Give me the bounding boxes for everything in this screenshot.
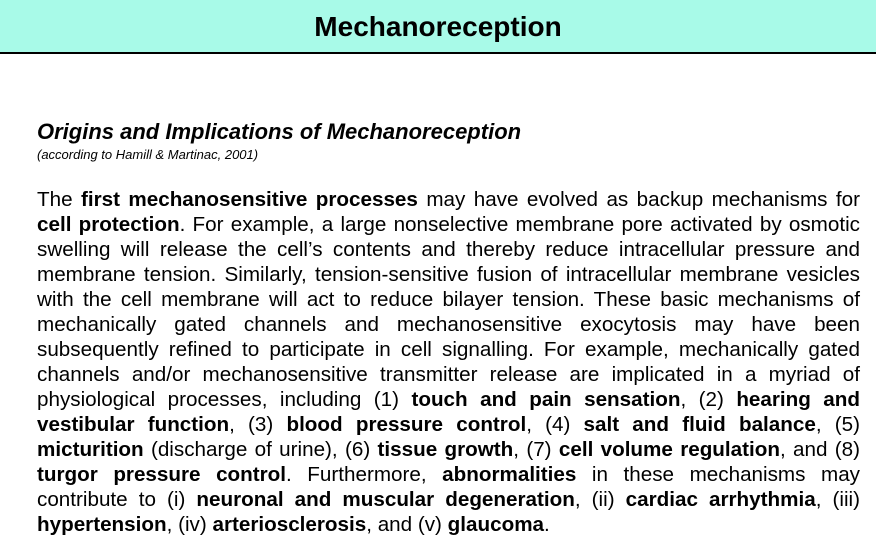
text-run: in these mechanisms may contribute to (i) xyxy=(37,463,860,511)
body-paragraph xyxy=(37,187,860,537)
text-run: , and (8) xyxy=(779,438,860,461)
bold-term: cell protection xyxy=(37,213,180,236)
bold-term: tissue growth xyxy=(377,438,514,461)
slide-header xyxy=(0,0,876,54)
bold-term: turgor pressure control xyxy=(37,463,287,486)
text-run: , (iv) xyxy=(166,513,213,536)
bold-term: micturition xyxy=(37,438,144,461)
text-run: may have evolved as backup mechanisms for xyxy=(417,188,860,211)
bold-term: blood pressure control xyxy=(286,413,527,436)
bold-term: abnormalities xyxy=(442,463,577,486)
text-run: , (7) xyxy=(513,438,559,461)
bold-term: touch and pain sensation xyxy=(411,388,681,411)
bold-term: hypertension xyxy=(37,513,167,536)
text-run: , (5) xyxy=(815,413,861,436)
bold-term: hearing and vestibular function xyxy=(37,388,861,436)
text-run: , and (v) xyxy=(366,513,448,536)
bold-term: cardiac arrhythmia xyxy=(625,488,816,511)
text-run: (discharge of urine), (6) xyxy=(143,438,378,461)
bold-term: salt and fluid balance xyxy=(583,413,816,436)
text-run: , (4) xyxy=(526,413,584,436)
text-run: . xyxy=(544,513,550,536)
bold-term: arteriosclerosis xyxy=(212,513,367,536)
text-run: , (ii) xyxy=(574,488,626,511)
bold-term: neuronal and muscular degeneration xyxy=(196,488,575,511)
bold-term: cell volume regulation xyxy=(558,438,780,461)
section-title: Origins and Implications of Mechanoreception xyxy=(37,119,522,144)
text-run: , (2) xyxy=(680,388,737,411)
slide-title: Mechanoreception xyxy=(314,11,562,42)
text-run: , (iii) xyxy=(815,488,860,511)
text-run: , (3) xyxy=(229,413,287,436)
section-citation: (according to Hamill & Martinac, 2001) xyxy=(37,147,259,162)
text-run: . Furthermore, xyxy=(286,463,443,486)
bold-term: glaucoma xyxy=(447,513,545,536)
bold-term: first mechanosensitive processes xyxy=(80,188,418,211)
content-area xyxy=(0,120,876,537)
text-run: . For example, a large nonselective membrane pore activated by osmotic swelling will release the cell’s contents and thereby reduce intracellular pressure and membrane tension. Similarly, tension-sensitive fusion of intracellular membrane vesicles with the cell membrane will act to reduce bilayer tension. These basic mechanisms of mechanically gated channels and mechanosensitive exocytosis may have been subsequently refined to participate in cell signalling. For example, mechanically gated channels and/or mechanosensitive transmitter release are implicated in a myriad of physiological processes, including (1) xyxy=(37,213,860,411)
text-run: The xyxy=(37,188,81,211)
